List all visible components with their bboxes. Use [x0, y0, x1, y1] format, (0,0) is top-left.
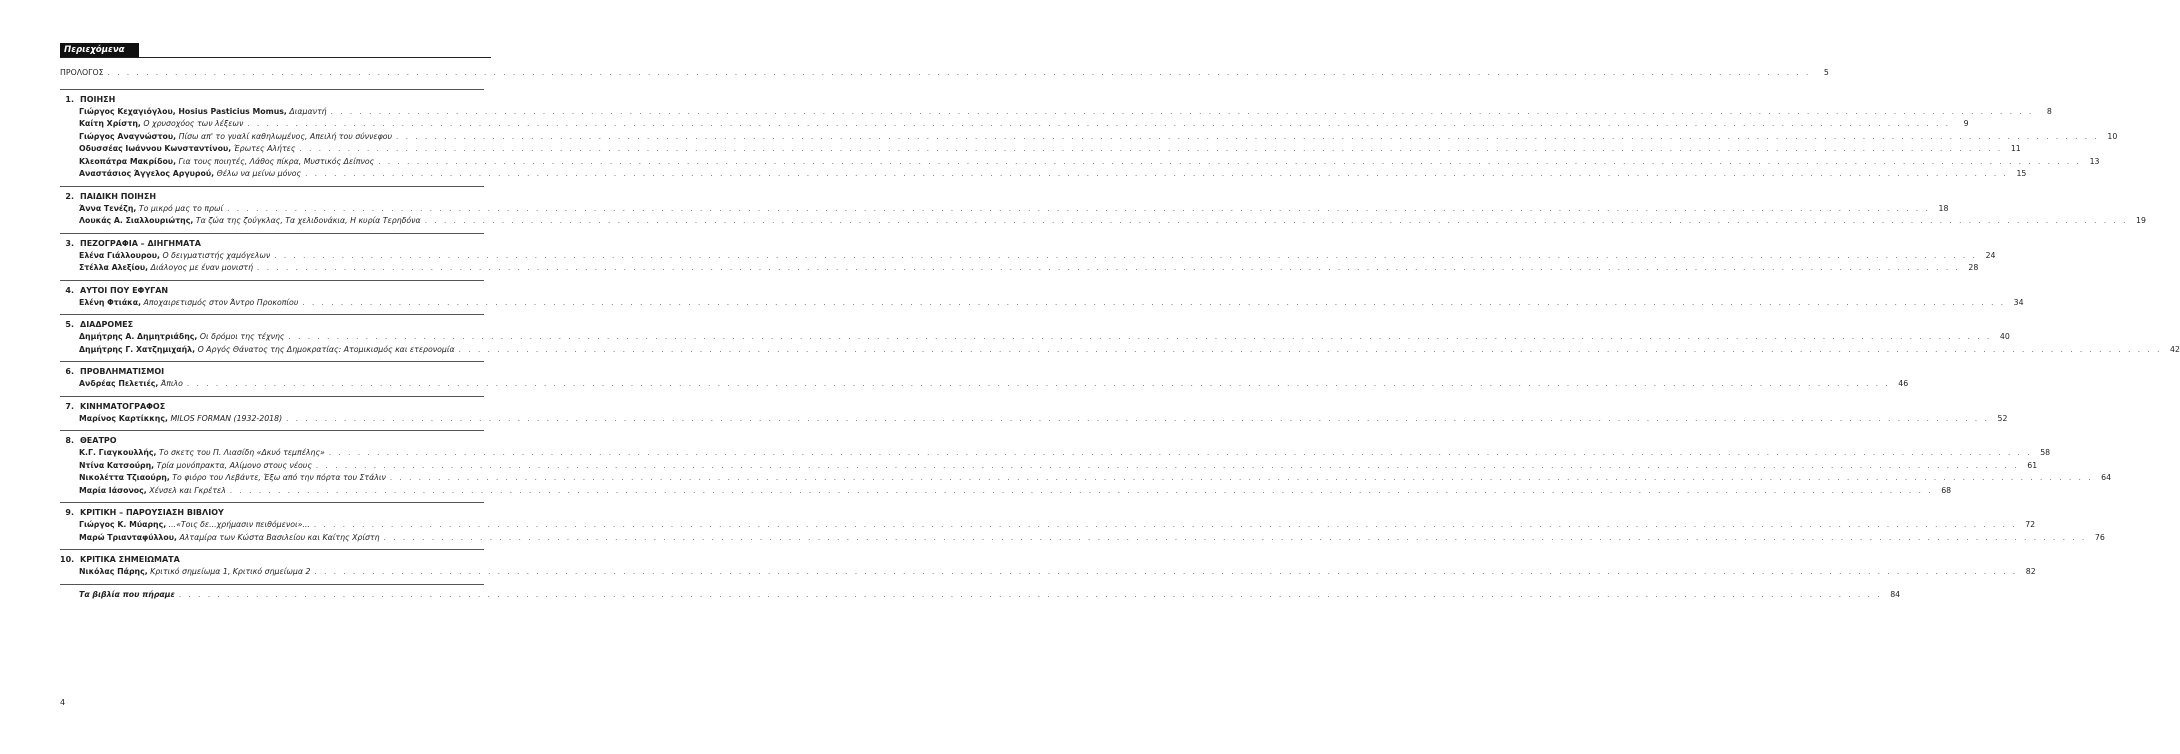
- entry-page: 58: [2040, 448, 2051, 457]
- section-number: 3.: [65, 238, 74, 248]
- entry-author: Γιώργος Κ. Μύαρης,: [79, 520, 167, 529]
- entry-author: Μαρίνος Καρτίκκης,: [79, 413, 168, 423]
- entry-title: Αποχαιρετισμός στον Άντρο Προκοπίου: [143, 297, 299, 307]
- prologue-page: 5: [1823, 68, 1829, 77]
- entry-title: Θέλω να μείνω μόνος: [216, 169, 302, 178]
- entry-page: 10: [2107, 131, 2118, 141]
- entry-text: [79, 460, 312, 473]
- entry-page: 19: [2136, 216, 2146, 225]
- toc-section: [60, 89, 2118, 181]
- entry-page: 8: [2046, 106, 2052, 116]
- toc-section: [60, 233, 1996, 275]
- entry-author: Μαρία Ιάσονος,: [79, 485, 147, 495]
- toc-section: [60, 430, 2112, 497]
- toc-section: [60, 186, 2146, 228]
- entry-author: Οδυσσέας Ιωάννου Κωνσταντίνου,: [79, 144, 232, 153]
- toc-entry[interactable]: [79, 485, 1952, 498]
- entry-title: Άπιλο: [160, 379, 183, 388]
- entry-title: Ο δειγματιστής χαμόγελων: [162, 250, 271, 260]
- entry-title: Το σκετς του Π. Λιασίδη «Δκυό τεμπέλης»: [158, 448, 325, 457]
- entry-page: 42: [2169, 344, 2180, 354]
- toc-entry[interactable]: [79, 447, 2051, 460]
- section-heading[interactable]: [60, 319, 484, 331]
- entry-author: Κλεοπάτρα Μακρίδου,: [79, 156, 177, 166]
- section-number: 6.: [65, 367, 74, 376]
- leader-dots: [384, 532, 2087, 545]
- section-heading[interactable]: [60, 238, 484, 250]
- toc-entry[interactable]: [79, 215, 2146, 228]
- entry-page: 40: [1999, 332, 2010, 341]
- entry-title: ...«Τοις δε...χρήμασιν πειθόμενοι»...: [168, 520, 310, 529]
- prologue-label: ΠΡΟΛΟΓΟΣ: [60, 68, 104, 77]
- leader-dots: [227, 203, 1930, 216]
- toc-entry[interactable]: [79, 250, 1996, 263]
- toc-entry[interactable]: [79, 143, 2021, 156]
- leader-dots: [187, 378, 1890, 391]
- entry-title: Τρία μονόπρακτα, Αλίμονο στους νέους: [156, 460, 312, 470]
- toc-entry[interactable]: [79, 203, 1949, 216]
- toc-entry[interactable]: [79, 532, 2105, 545]
- toc-entry[interactable]: [79, 472, 2112, 485]
- entry-text: [79, 143, 295, 156]
- leader-dots: [314, 519, 2017, 532]
- leader-dots: [302, 297, 2005, 310]
- closing-label: Τα βιβλία που πήραμε: [79, 589, 175, 599]
- entry-text: [79, 203, 223, 216]
- toc-entry[interactable]: [79, 156, 2100, 169]
- entry-page: 64: [2101, 473, 2112, 482]
- entry-author: Νικολέττα Τζιαούρη,: [79, 473, 170, 482]
- toc-entry[interactable]: [79, 131, 2118, 144]
- entry-title: Αλταμίρα των Κώστα Βασιλείου και Καίτης Χρίστη: [179, 532, 380, 542]
- entry-title: MILOS FORMAN (1932-2018): [170, 413, 283, 423]
- entry-author: Στέλλα Αλεξίου,: [79, 263, 149, 272]
- entry-title: Ο Αργός Θάνατος της Δημοκρατίας: Ατομικισμός και ετερονομία: [197, 344, 455, 354]
- entry-page: 52: [1997, 413, 2008, 423]
- section-number: 4.: [65, 285, 74, 295]
- entry-text: [79, 472, 386, 485]
- toc-closing-row[interactable]: [79, 589, 1901, 602]
- entry-text: [79, 413, 282, 426]
- leader-dots: [230, 485, 1933, 498]
- entry-author: Δημήτρης Γ. Χατζημιχαήλ,: [79, 344, 196, 354]
- entry-author: Καίτη Χρίστη,: [79, 119, 141, 128]
- section-title: ΚΡΙΤΙΚΑ ΣΗΜΕΙΩΜΑΤΑ: [80, 555, 180, 564]
- entry-author: Ελένα Γιάλλουρου,: [79, 250, 160, 260]
- section-number: 8.: [65, 436, 74, 445]
- toc-entry[interactable]: [79, 297, 2024, 310]
- section-heading[interactable]: [60, 401, 484, 413]
- leader-dots: [459, 344, 2162, 357]
- section-number: 10.: [60, 555, 75, 564]
- entry-text: [79, 131, 392, 144]
- leader-dots: [305, 168, 2008, 181]
- entry-author: Αναστάσιος Άγγελος Αργυρού,: [79, 169, 215, 178]
- page-number: 4: [60, 698, 66, 707]
- entry-title: Πίσω απ' το γυαλί καθηλωμένος, Απειλή του σύννεφου: [178, 131, 393, 141]
- toc-entry[interactable]: [79, 460, 2038, 473]
- toc-entry[interactable]: [79, 566, 2036, 579]
- toc-section: [60, 502, 2105, 544]
- section-heading[interactable]: [60, 94, 484, 106]
- toc-entry[interactable]: [79, 378, 1909, 391]
- section-title: ΠΕΖΟΓΡΑΦΙΑ – ΔΙΗΓΗΜΑΤΑ: [80, 238, 201, 248]
- entry-author: Μαρώ Τριανταφύλλου,: [79, 532, 177, 542]
- contents-header: Περιεχόμενα: [60, 43, 139, 57]
- entry-title: Διαμαντή: [289, 106, 327, 116]
- section-title: ΔΙΑΔΡΟΜΕΣ: [80, 320, 134, 329]
- leader-dots: [390, 472, 2093, 485]
- section-title: ΠΡΟΒΛΗΜΑΤΙΣΜΟΙ: [80, 367, 165, 376]
- entry-page: 72: [2025, 520, 2036, 529]
- leader-dots: [108, 67, 1811, 80]
- section-heading[interactable]: [60, 191, 484, 203]
- entry-text: [79, 532, 380, 545]
- section-heading[interactable]: [60, 285, 484, 297]
- entry-title: Χένσελ και Γκρέτελ: [149, 485, 226, 495]
- entry-author: Δημήτρης Α. Δημητριάδης,: [79, 332, 198, 341]
- entry-page: 68: [1941, 485, 1952, 495]
- entry-author: Γιώργος Κεχαγιόγλου, Hosius Pasticius Momus,: [79, 106, 287, 116]
- entry-author: Ντίνα Κατσούρη,: [79, 460, 155, 470]
- leader-dots: [286, 413, 1989, 426]
- entry-text: [79, 156, 374, 169]
- leader-dots: [316, 460, 2019, 473]
- toc-section: [60, 280, 2024, 310]
- entry-author: Ανδρέας Πελετιές,: [79, 379, 159, 388]
- toc-section: [60, 549, 2036, 579]
- entry-title: Το φιόρο του Λεβάντε, Έξω από την πόρτα του Στάλιν: [172, 473, 386, 482]
- entry-title: Ο χρυσοχόος των λέξεων: [143, 119, 244, 128]
- entry-title: Τα ζώα της ζούγκλας, Τα χελιδονάκια, Η κυρία Τερηδόνα: [195, 216, 421, 225]
- entry-author: Νικόλας Πάρης,: [79, 567, 148, 576]
- entry-title: Έρωτες Αλήτες: [233, 144, 296, 153]
- entry-page: 76: [2094, 532, 2105, 542]
- entry-author: Ελένη Φτιάκα,: [79, 297, 142, 307]
- entry-page: 46: [1898, 379, 1909, 388]
- leader-dots: [274, 250, 1977, 263]
- entry-text: [79, 118, 243, 131]
- toc-entry[interactable]: [79, 519, 2036, 532]
- entry-page: 15: [2016, 169, 2027, 178]
- leader-dots: [299, 143, 2002, 156]
- section-heading[interactable]: [60, 554, 484, 566]
- entry-title: Οι δρόμοι της τέχνης: [199, 332, 285, 341]
- section-title: ΑΥΤΟΙ ΠΟΥ ΕΦΥΓΑΝ: [80, 285, 169, 295]
- section-heading[interactable]: [60, 435, 484, 447]
- header-rule: [60, 57, 491, 58]
- section-number: 2.: [65, 191, 74, 201]
- entry-page: 11: [2010, 144, 2021, 153]
- leader-dots: [257, 262, 1960, 275]
- toc-entry[interactable]: [79, 344, 2180, 357]
- section-title: ΚΙΝΗΜΑΤΟΓΡΑΦΟΣ: [80, 401, 166, 411]
- entry-text: [79, 519, 310, 532]
- entry-text: [79, 215, 421, 228]
- section-number: 5.: [65, 320, 74, 329]
- section-number: 1.: [65, 94, 74, 104]
- entry-text: [79, 168, 301, 181]
- section-heading[interactable]: [60, 507, 484, 519]
- leader-dots: [425, 215, 2128, 228]
- toc-prologue-row[interactable]: [60, 67, 1829, 80]
- entry-page: 13: [2089, 156, 2100, 166]
- entry-text: [79, 344, 455, 357]
- toc-entry[interactable]: [79, 413, 2008, 426]
- section-title: ΚΡΙΤΙΚΗ – ΠΑΡΟΥΣΙΑΣΗ ΒΙΒΛΙΟΥ: [80, 508, 224, 517]
- section-title: ΠΟΙΗΣΗ: [80, 94, 116, 104]
- entry-title: Κριτικό σημείωμα 1, Κριτικό σημείωμα 2: [150, 567, 311, 576]
- entry-page: 18: [1938, 203, 1949, 213]
- section-title: ΘΕΑΤΡΟ: [80, 436, 117, 445]
- toc-section: [60, 314, 2180, 356]
- entry-author: Λουκάς Α. Σιαλλουριώτης,: [79, 216, 194, 225]
- table-of-contents: [60, 67, 2180, 606]
- toc-section: [60, 396, 2008, 426]
- section-title: ΠΑΙΔΙΚΗ ΠΟΙΗΣΗ: [80, 191, 157, 201]
- entry-page: 34: [2013, 297, 2024, 307]
- entry-author: Άννα Τενέζη,: [79, 203, 137, 213]
- entry-text: [79, 566, 310, 579]
- entry-title: Διάλογος με έναν μονιστή: [150, 263, 254, 272]
- entry-title: Το μικρό μας το πρωί: [138, 203, 224, 213]
- section-heading[interactable]: [60, 366, 484, 378]
- leader-dots: [329, 447, 2032, 460]
- entry-page: 24: [1985, 250, 1996, 260]
- section-number: 9.: [65, 508, 74, 517]
- toc-entry[interactable]: [79, 168, 2027, 181]
- leader-dots: [179, 589, 1882, 602]
- entry-text: [79, 447, 325, 460]
- entry-text: [79, 250, 270, 263]
- entry-page: 82: [2025, 567, 2036, 576]
- leader-dots: [289, 331, 1992, 344]
- leader-dots: [314, 566, 2017, 579]
- toc-entry[interactable]: [79, 331, 2010, 344]
- entry-author: Γιώργος Αναγνώστου,: [79, 131, 177, 141]
- entry-page: 61: [2027, 460, 2038, 470]
- section-number: 7.: [65, 401, 74, 411]
- leader-dots: [247, 118, 1950, 131]
- entry-text: [79, 262, 253, 275]
- toc-closing-section: [60, 584, 1901, 602]
- closing-page: 84: [1890, 589, 1901, 599]
- toc-entry[interactable]: [79, 262, 1979, 275]
- entry-text: [79, 331, 285, 344]
- entry-page: 28: [1968, 263, 1979, 272]
- entry-text: [79, 297, 298, 310]
- entry-page: 9: [1963, 119, 1969, 128]
- entry-text: [79, 106, 327, 119]
- leader-dots: [378, 156, 2081, 169]
- toc-sections: [60, 89, 2180, 579]
- leader-dots: [331, 106, 2034, 119]
- toc-section: [60, 361, 1909, 391]
- leader-dots: [396, 131, 2099, 144]
- entry-text: [79, 378, 183, 391]
- entry-author: Κ.Γ. Γιαγκουλλής,: [79, 448, 157, 457]
- toc-entry[interactable]: [79, 118, 1969, 131]
- toc-entry[interactable]: [79, 106, 2052, 119]
- entry-text: [79, 485, 226, 498]
- entry-title: Για τους ποιητές, Λάθος πίκρα, Μυστικός Δείπνος: [178, 156, 375, 166]
